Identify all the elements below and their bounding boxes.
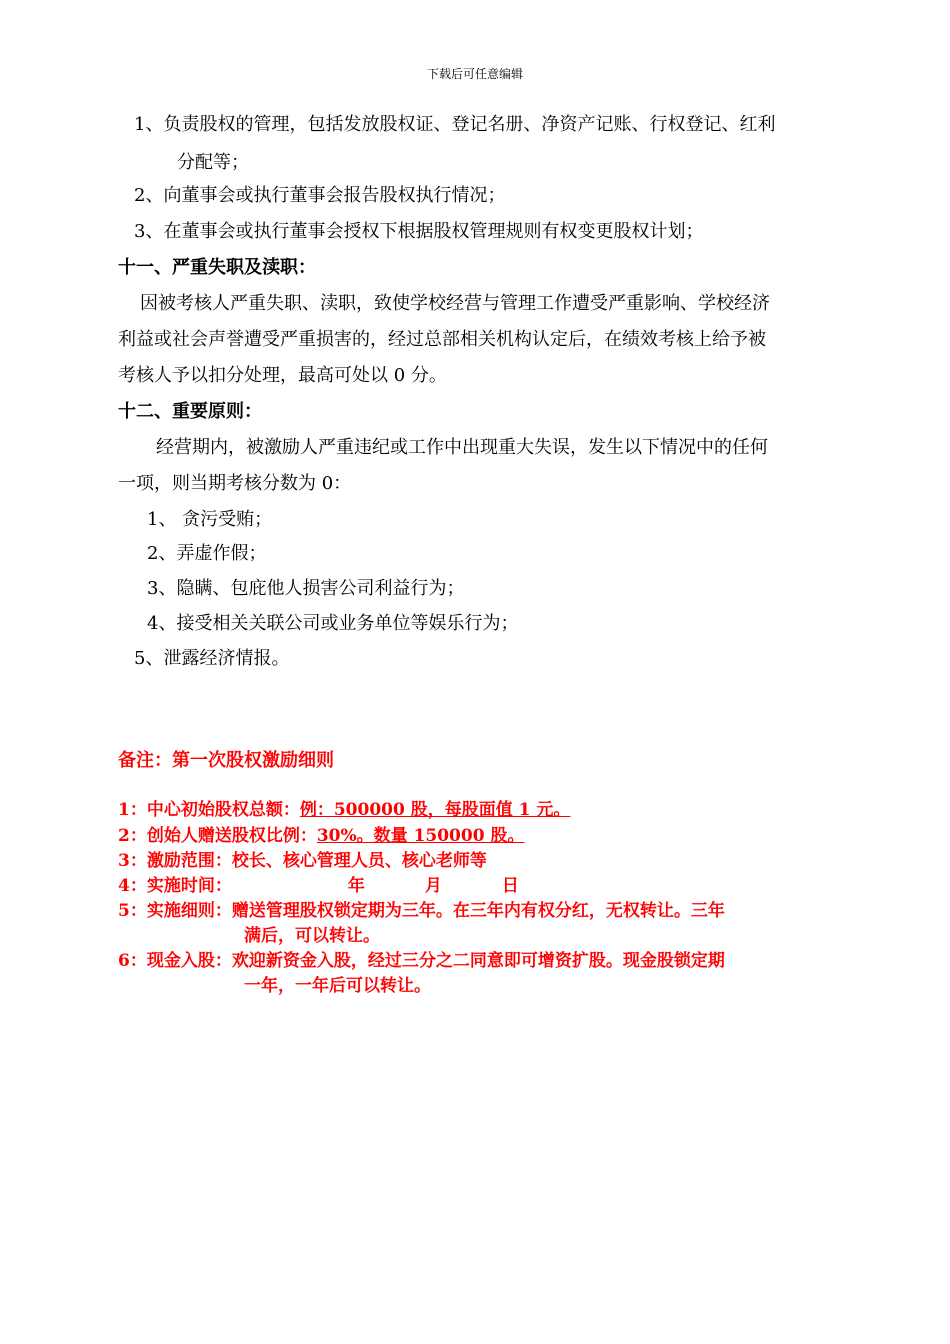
list-item-continuation: 分配等； xyxy=(177,152,249,173)
note-4-day: 日 xyxy=(501,876,519,896)
paragraph-line: 考核人予以扣分处理，最高可处以 0 分。 xyxy=(118,365,447,386)
notes-title: 备注：第一次股权激励细则 xyxy=(118,750,334,771)
note-1-value: 例：500000 股，每股面值 1 元。 xyxy=(299,800,571,820)
list-item: 1、负责股权的管理，包括发放股权证、登记名册、净资产记账、行权登记、红利 xyxy=(134,114,776,135)
note-2-value: 30%。数量 150000 股。 xyxy=(316,826,525,846)
list-item: 5、泄露经济情报。 xyxy=(134,648,290,669)
note-4-label: 4：实施时间： xyxy=(118,876,232,896)
note-5-continuation: 满后，可以转让。 xyxy=(244,926,380,946)
paragraph-line: 利益或社会声誉遭受严重损害的，经过总部相关机构认定后，在绩效考核上给予被 xyxy=(118,329,766,350)
note-3: 3：激励范围：校长、核心管理人员、核心老师等 xyxy=(118,851,487,871)
page-header: 下载后可任意编辑 xyxy=(426,67,523,81)
note-4 xyxy=(118,875,519,897)
paragraph-line: 经营期内，被激励人严重违纪或工作中出现重大失误，发生以下情况中的任何 xyxy=(156,437,768,458)
note-5: 5：实施细则：赠送管理股权锁定期为三年。在三年内有权分红，无权转让。三年 xyxy=(118,901,725,921)
list-item: 2、弄虚作假； xyxy=(147,543,267,564)
note-4-year: 年 xyxy=(347,876,365,896)
note-6-continuation: 一年，一年后可以转让。 xyxy=(244,976,431,996)
list-item: 4、接受相关关联公司或业务单位等娱乐行为； xyxy=(147,613,519,634)
section-heading: 十一、严重失职及渎职： xyxy=(118,257,316,278)
paragraph-line: 因被考核人严重失职、渎职，致使学校经营与管理工作遭受严重影响、学校经济 xyxy=(140,293,770,314)
list-item: 3、在董事会或执行董事会授权下根据股权管理规则有权变更股权计划； xyxy=(134,221,704,242)
list-item: 3、隐瞒、包庇他人损害公司利益行为； xyxy=(147,578,465,599)
paragraph-line: 一项，则当期考核分数为 0： xyxy=(118,473,352,494)
list-item: 2、向董事会或执行董事会报告股权执行情况； xyxy=(134,185,506,206)
section-heading: 十二、重要原则： xyxy=(118,401,262,422)
note-4-month: 月 xyxy=(424,876,442,896)
note-6: 6：现金入股：欢迎新资金入股，经过三分之二同意即可增资扩股。现金股锁定期 xyxy=(118,951,725,971)
note-2 xyxy=(118,825,524,847)
note-1 xyxy=(118,799,570,821)
note-2-label: 2：创始人赠送股权比例： xyxy=(118,826,317,846)
list-item: 1、 贪污受贿； xyxy=(147,509,273,530)
note-1-label: 1：中心初始股权总额： xyxy=(118,800,300,820)
